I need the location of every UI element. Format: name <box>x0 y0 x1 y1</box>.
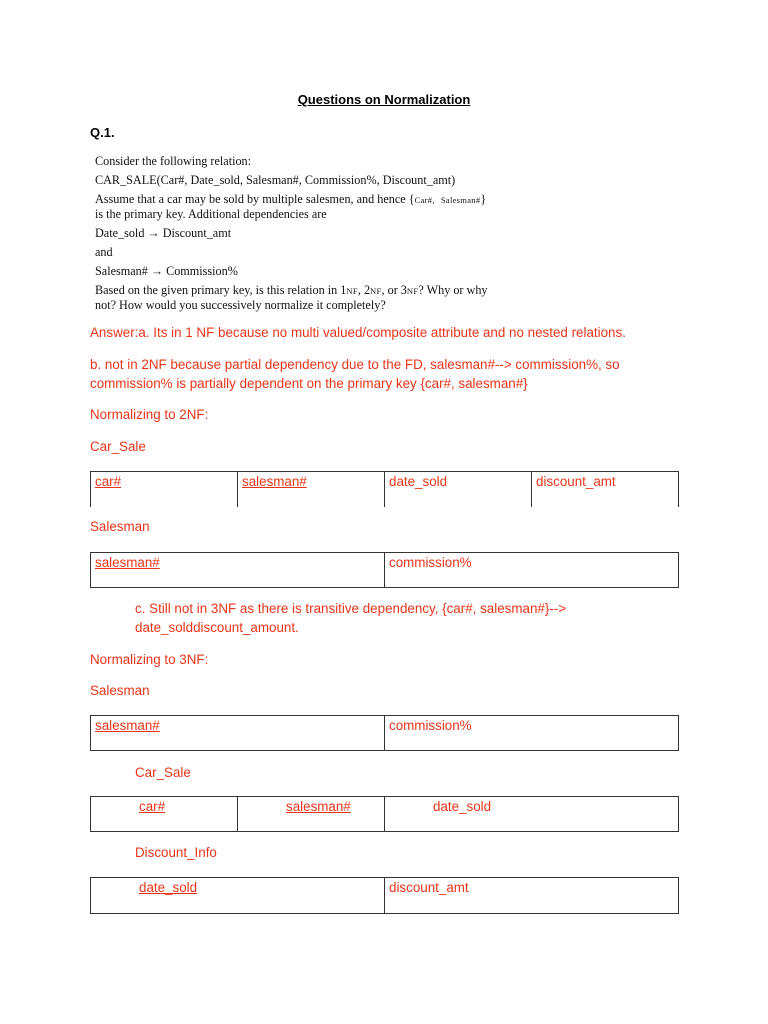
table-cell: date_sold <box>91 878 385 913</box>
answer-b-line-1: b. not in 2NF because partial dependency due to the FD, salesman#--> commission%, so <box>90 357 620 372</box>
primary-key-salesman: Salesman# <box>440 195 481 205</box>
answer-b-line-2: commission% is partially dependent on the primary key {car#, salesman#} <box>90 376 528 391</box>
question-line-4: is the primary key. Additional dependencies are <box>95 207 327 221</box>
primary-key-car: Car#, <box>414 195 435 205</box>
question-line-1: Consider the following relation: <box>95 154 252 168</box>
question-line-8-d: ? Why or why <box>418 283 488 297</box>
table-cell: date_sold <box>433 799 492 814</box>
question-line-3-text: Assume that a car may be sold by multiple salesmen, and hence { <box>95 192 415 206</box>
nf-3: NF <box>406 286 419 296</box>
question-line-9: not? How would you successively normalize it completely? <box>95 298 386 312</box>
table-cell: commission% <box>389 555 472 570</box>
page-title: Questions on Normalization <box>297 92 471 107</box>
discount-info-label: Discount_Info <box>135 845 217 860</box>
table-cell: car# <box>91 797 238 831</box>
table-cell: salesman# <box>91 716 385 750</box>
car-sale-3nf-table <box>90 796 679 832</box>
discount-info-3nf-table <box>90 877 679 914</box>
table-cell: date_sold <box>385 472 532 507</box>
question-excerpt <box>95 154 615 312</box>
car-sale-label: Car_Sale <box>90 439 146 454</box>
table-cell: discount_amt <box>389 880 469 895</box>
nf-1: NF <box>346 286 358 296</box>
question-line-5: Date_sold → Discount_amt <box>95 226 232 240</box>
question-line-7: Salesman# → Commission% <box>95 264 238 278</box>
salesman-3nf-table <box>90 715 679 751</box>
answer-c-line-1: c. Still not in 3NF as there is transitive dependency, {car#, salesman#}--> <box>135 601 567 616</box>
salesman-2nf-table <box>90 552 679 588</box>
question-line-6: and <box>95 245 113 259</box>
question-line-8-c: , or 3 <box>381 283 407 297</box>
table-cell: salesman# <box>238 472 385 507</box>
salesman-label-3nf: Salesman <box>90 683 150 698</box>
question-line-2: CAR_SALE(Car#, Date_sold, Salesman#, Commission%, Discount_amt) <box>95 173 456 187</box>
question-line-8-a: Based on the given primary key, is this relation in 1 <box>95 283 347 297</box>
car-sale-2nf-table <box>90 471 679 507</box>
car-sale-label-3nf: Car_Sale <box>135 765 191 780</box>
table-cell: car# <box>91 472 238 507</box>
question-line-8 <box>95 283 615 298</box>
table-cell: commission% <box>389 718 472 733</box>
question-label: Q.1. <box>90 125 115 140</box>
table-cell: discount_amt <box>536 474 616 489</box>
normalizing-2nf-heading: Normalizing to 2NF: <box>90 407 209 422</box>
question-line-8-b: , 2 <box>357 283 371 297</box>
question-line-3-close: } <box>480 192 487 206</box>
table-cell: salesman# <box>91 553 385 587</box>
table-cell: salesman# <box>238 797 385 831</box>
nf-2: NF <box>370 286 382 296</box>
normalizing-3nf-heading: Normalizing to 3NF: <box>90 652 209 667</box>
salesman-label: Salesman <box>90 519 150 534</box>
answer-c-line-2: date_solddiscount_amount. <box>135 620 299 635</box>
answer-a: Answer:a. Its in 1 NF because no multi valued/composite attribute and no nested relations. <box>90 325 626 340</box>
question-line-3 <box>95 192 615 207</box>
